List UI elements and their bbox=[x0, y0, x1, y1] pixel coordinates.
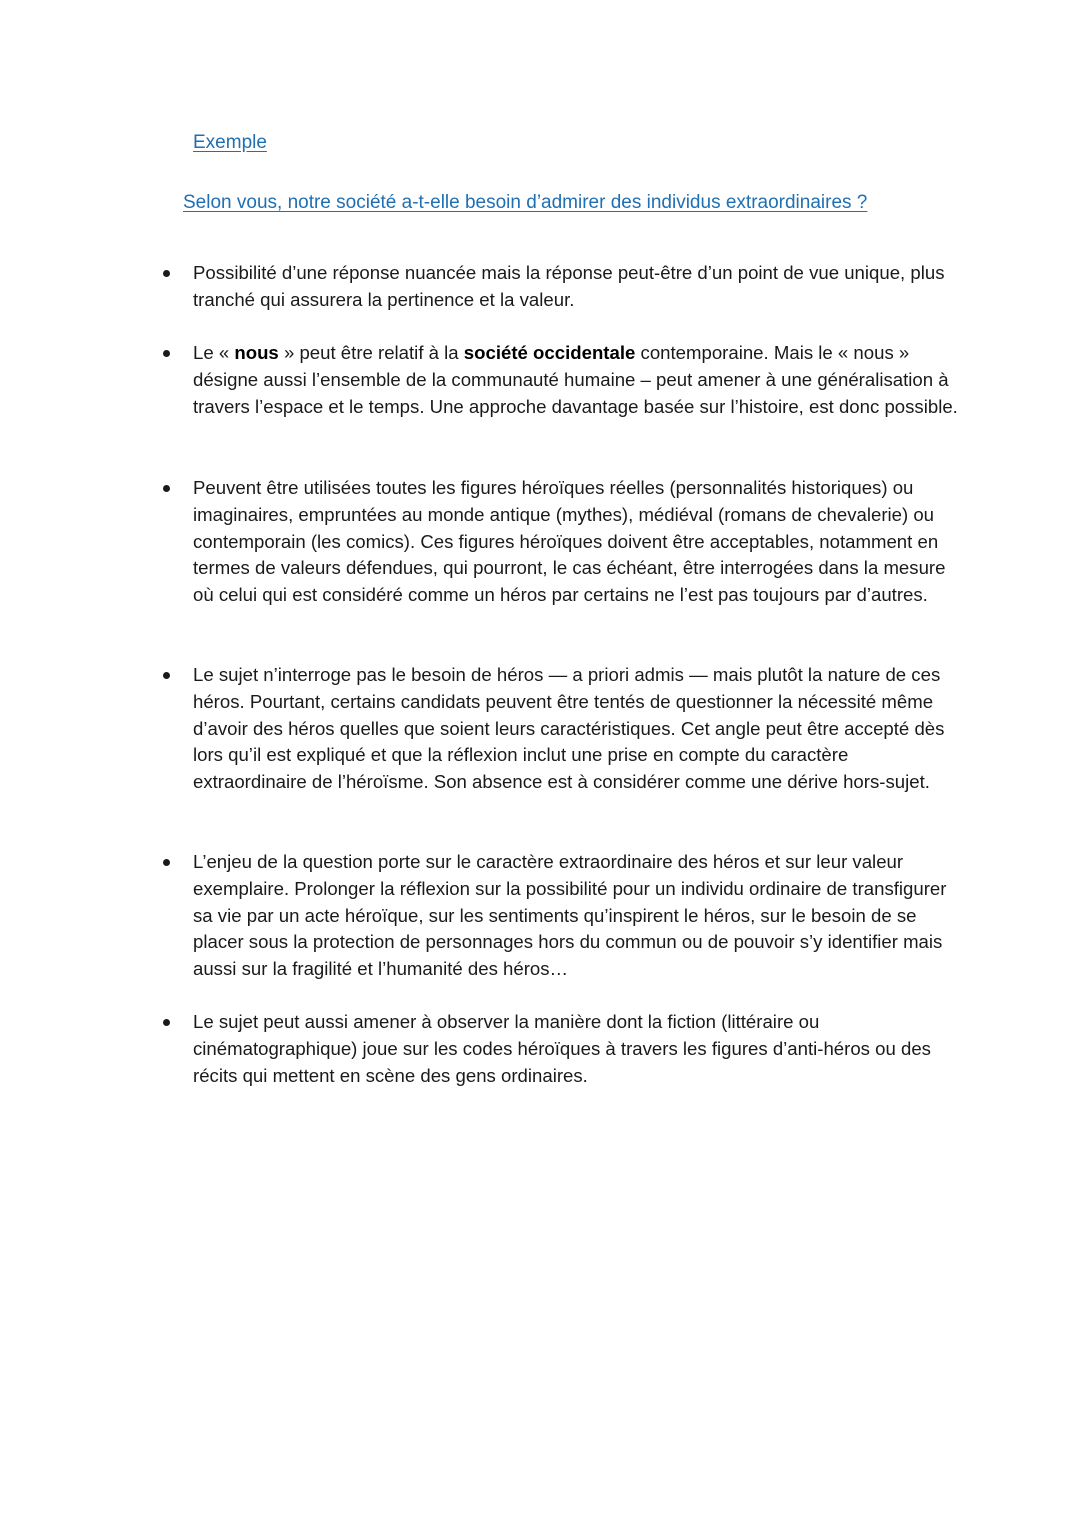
bullet-icon bbox=[163, 270, 170, 277]
bullet-text-mid: » peut être relatif à la bbox=[278, 342, 464, 363]
bullet-text-post: contemporaine. Mais le « nous » désigne aussi l’ensemble de la communauté humaine – peut amener à une généralisation à travers l’espace et le temps. Une approche davantage basée sur l’histoire, est donc possible. bbox=[193, 342, 958, 417]
exemple-heading-link[interactable]: Exemple bbox=[193, 132, 267, 153]
bullet-text bbox=[193, 340, 958, 420]
bullet-text: Le sujet peut aussi amener à observer la manière dont la fiction (littéraire ou cinématographique) joue sur les codes héroïques à travers les figures d’anti-héros ou des récits qui mettent en scène des gens ordinaires. bbox=[193, 1011, 931, 1086]
bullet-text: Possibilité d’une réponse nuancée mais la réponse peut-être d’un point de vue unique, plus tranché qui assurera la pertinence et la valeur. bbox=[193, 262, 945, 310]
bullet-icon bbox=[163, 672, 170, 679]
bullet-icon bbox=[163, 859, 170, 866]
bullet-icon bbox=[163, 485, 170, 492]
bullet-text-pre: Le « bbox=[193, 342, 235, 363]
bullet-icon bbox=[163, 350, 170, 357]
bullet-text: Le sujet n’interroge pas le besoin de héros — a priori admis — mais plutôt la nature de ces héros. Pourtant, certains candidats peuvent être tentés de questionner la nécessité même d’avoir des héros quelles que soient leurs caractéristiques. Cet angle peut être accepté dès lors qu’il est expliqué et que la réflexion inclut une prise en compte du caractère extraordinaire de l’héroïsme. Son absence est à considérer comme une dérive hors-sujet. bbox=[193, 664, 945, 793]
bullet-text-bold-societe: société occidentale bbox=[463, 342, 636, 363]
bullet-text-bold-nous: nous bbox=[234, 342, 279, 363]
bullet-icon bbox=[163, 1019, 170, 1026]
bullet-text: Peuvent être utilisées toutes les figures héroïques réelles (personnalités historiques) ou imaginaires, empruntées au monde antique (mythes), médiéval (romans de chevalerie) ou contemporain (les comics). Ces figures héroïques doivent être acceptables, notamment en termes de valeurs défendues, qui pourront, le cas échéant, être interrogées dans la mesure où celui qui est considéré comme un héros par certains ne l’est pas toujours par d’autres. bbox=[193, 477, 946, 606]
bullet-text: L’enjeu de la question porte sur le caractère extraordinaire des héros et sur leur valeur exemplaire. Prolonger la réflexion sur la possibilité pour un individu ordinaire de transfigurer sa vie par un acte héroïque, sur les sentiments qu’inspirent le héros, sur le besoin de se placer sous la protection de personnages hors du commun ou de pouvoir s’y identifier mais aussi sur la fragilité et l’humanité des héros… bbox=[193, 851, 947, 980]
question-heading-link[interactable]: Selon vous, notre société a-t-elle besoin d’admirer des individus extraordinaires ? bbox=[183, 192, 868, 213]
